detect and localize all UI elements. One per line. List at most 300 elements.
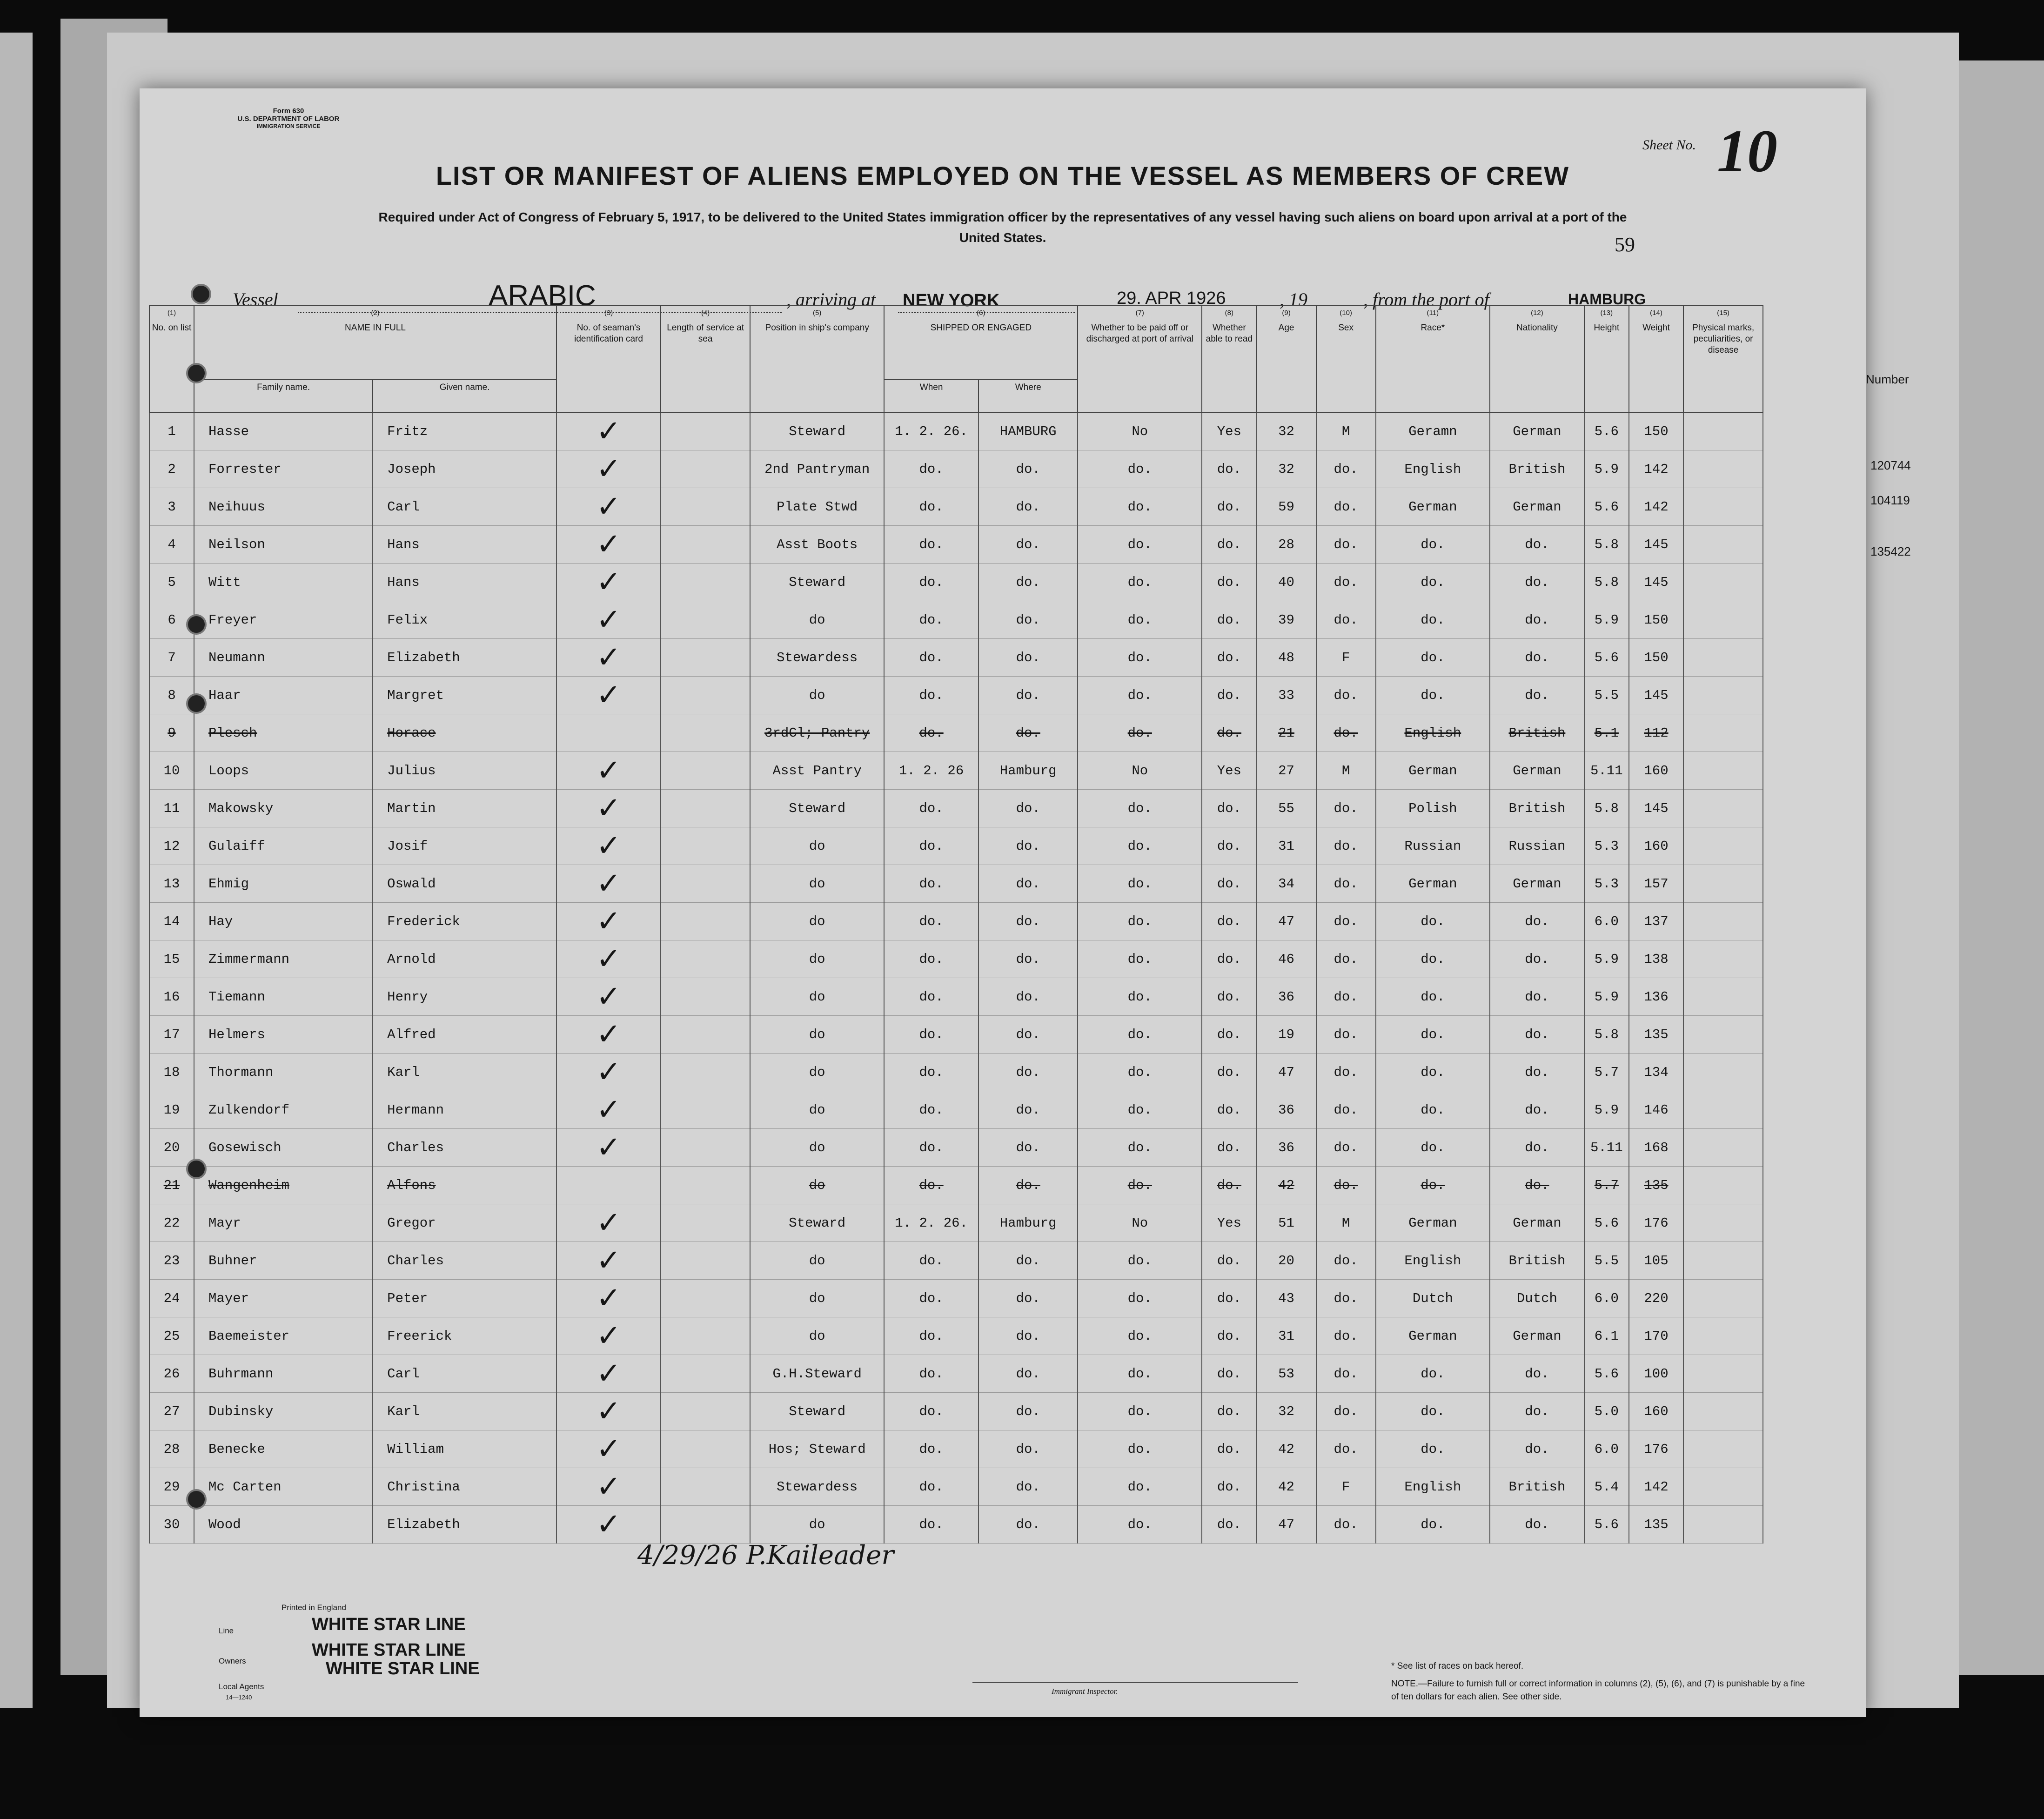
identification-check: ✓ xyxy=(556,1506,661,1544)
height: 5.9 xyxy=(1584,940,1629,978)
physical-marks xyxy=(1683,1430,1763,1468)
nationality: do. xyxy=(1490,1016,1584,1054)
nationality: do. xyxy=(1490,903,1584,940)
shipped-where: do. xyxy=(978,1317,1078,1355)
race: do. xyxy=(1376,1054,1490,1091)
shipped-when: do. xyxy=(884,677,978,714)
vessel-label: Vessel xyxy=(233,289,278,310)
shipped-where: do. xyxy=(978,1091,1078,1129)
col-race-header: (11) Race* xyxy=(1376,305,1490,412)
sex: do. xyxy=(1316,903,1376,940)
page-title: LIST OR MANIFEST OF ALIENS EMPLOYED ON THE VESSEL AS MEMBERS OF CREW xyxy=(436,161,1570,190)
identification-check: ✓ xyxy=(556,1317,661,1355)
age: 47 xyxy=(1257,903,1316,940)
paid-off: do. xyxy=(1078,1091,1202,1129)
agents-code: 14—1240 xyxy=(226,1694,252,1701)
paid-off: do. xyxy=(1078,1355,1202,1393)
physical-marks xyxy=(1683,1355,1763,1393)
punch-hole xyxy=(191,284,211,304)
owners-stamp: WHITE STAR LINE xyxy=(312,1640,466,1660)
given-name: Freerick xyxy=(373,1317,556,1355)
age: 31 xyxy=(1257,827,1316,865)
family-name: Loops xyxy=(194,752,373,790)
nationality: British xyxy=(1490,714,1584,752)
paid-off: do. xyxy=(1078,526,1202,564)
service-length xyxy=(661,790,750,827)
service-length xyxy=(661,1355,750,1393)
race: do. xyxy=(1376,677,1490,714)
row-number: 21 xyxy=(149,1167,194,1204)
table-row xyxy=(149,1242,1763,1280)
physical-marks xyxy=(1683,752,1763,790)
position: do xyxy=(750,1091,884,1129)
given-name: Charles xyxy=(373,1129,556,1167)
shipped-when: do. xyxy=(884,978,978,1016)
age: 48 xyxy=(1257,639,1316,677)
position: 3rdCl; Pantry xyxy=(750,714,884,752)
sheet-number: 10 xyxy=(1717,118,1777,185)
age: 31 xyxy=(1257,1317,1316,1355)
identification-check: ✓ xyxy=(556,639,661,677)
side-number: 135422 xyxy=(1870,544,1911,558)
physical-marks xyxy=(1683,412,1763,450)
height: 5.8 xyxy=(1584,790,1629,827)
age: 34 xyxy=(1257,865,1316,903)
height: 6.1 xyxy=(1584,1317,1629,1355)
identification-check: ✓ xyxy=(556,677,661,714)
given-name: Gregor xyxy=(373,1204,556,1242)
side-number: 104119 xyxy=(1870,493,1910,507)
able-to-read: do. xyxy=(1202,903,1256,940)
shipped-when: do. xyxy=(884,564,978,601)
weight: 145 xyxy=(1629,677,1683,714)
height: 5.6 xyxy=(1584,1355,1629,1393)
agents-label: Local Agents xyxy=(219,1682,264,1691)
race: do. xyxy=(1376,1355,1490,1393)
position: do xyxy=(750,1016,884,1054)
given-name: Charles xyxy=(373,1242,556,1280)
age: 32 xyxy=(1257,1393,1316,1430)
identification-check: ✓ xyxy=(556,1468,661,1506)
paid-off: do. xyxy=(1078,1167,1202,1204)
shipped-where: do. xyxy=(978,1506,1078,1544)
shipped-where: do. xyxy=(978,601,1078,639)
physical-marks xyxy=(1683,488,1763,526)
position: do xyxy=(750,1280,884,1317)
row-number: 16 xyxy=(149,978,194,1016)
service-length xyxy=(661,601,750,639)
age: 43 xyxy=(1257,1280,1316,1317)
arrival-port: NEW YORK xyxy=(903,291,1000,310)
shipped-when: do. xyxy=(884,1280,978,1317)
family-name: Witt xyxy=(194,564,373,601)
table-row xyxy=(149,1091,1763,1129)
paid-off: do. xyxy=(1078,601,1202,639)
race: do. xyxy=(1376,1506,1490,1544)
able-to-read: do. xyxy=(1202,677,1256,714)
age: 32 xyxy=(1257,412,1316,450)
shipped-when: do. xyxy=(884,450,978,488)
position: 2nd Pantryman xyxy=(750,450,884,488)
inspector-signature: 4/29/26 P.Kaileader xyxy=(637,1540,894,1571)
race: English xyxy=(1376,450,1490,488)
paid-off: do. xyxy=(1078,940,1202,978)
nationality: do. xyxy=(1490,564,1584,601)
given-name: Karl xyxy=(373,1393,556,1430)
able-to-read: do. xyxy=(1202,488,1256,526)
paid-off: do. xyxy=(1078,1506,1202,1544)
able-to-read: do. xyxy=(1202,978,1256,1016)
shipped-where: do. xyxy=(978,1242,1078,1280)
weight: 176 xyxy=(1629,1204,1683,1242)
row-number: 24 xyxy=(149,1280,194,1317)
shipped-where: HAMBURG xyxy=(978,412,1078,450)
able-to-read: do. xyxy=(1202,1317,1256,1355)
shipped-where: do. xyxy=(978,639,1078,677)
age: 27 xyxy=(1257,752,1316,790)
weight: 145 xyxy=(1629,564,1683,601)
given-name: Josif xyxy=(373,827,556,865)
col-age-header: (9) Age xyxy=(1257,305,1316,412)
physical-marks xyxy=(1683,1167,1763,1204)
paid-off: do. xyxy=(1078,714,1202,752)
identification-check: ✓ xyxy=(556,412,661,450)
paid-off: do. xyxy=(1078,903,1202,940)
race: Polish xyxy=(1376,790,1490,827)
weight: 135 xyxy=(1629,1167,1683,1204)
inspector-line xyxy=(972,1682,1298,1683)
race: do. xyxy=(1376,903,1490,940)
shipped-where: do. xyxy=(978,450,1078,488)
service-length xyxy=(661,978,750,1016)
age: 55 xyxy=(1257,790,1316,827)
shipped-when: do. xyxy=(884,903,978,940)
identification-check: ✓ xyxy=(556,865,661,903)
sex: do. xyxy=(1316,450,1376,488)
given-name: Peter xyxy=(373,1280,556,1317)
service-length xyxy=(661,564,750,601)
position: do xyxy=(750,677,884,714)
sex: M xyxy=(1316,1204,1376,1242)
given-name: Christina xyxy=(373,1468,556,1506)
family-name: Plesch xyxy=(194,714,373,752)
shipped-where: do. xyxy=(978,978,1078,1016)
table-row xyxy=(149,564,1763,601)
weight: 146 xyxy=(1629,1091,1683,1129)
service-length xyxy=(661,639,750,677)
shipped-when: 1. 2. 26 xyxy=(884,752,978,790)
family-name: Mc Carten xyxy=(194,1468,373,1506)
given-name: Hans xyxy=(373,564,556,601)
sex: do. xyxy=(1316,601,1376,639)
paid-off: do. xyxy=(1078,827,1202,865)
table-row xyxy=(149,639,1763,677)
physical-marks xyxy=(1683,1468,1763,1506)
position: do xyxy=(750,1506,884,1544)
position: Stewardess xyxy=(750,639,884,677)
weight: 134 xyxy=(1629,1054,1683,1091)
row-number: 7 xyxy=(149,639,194,677)
punch-hole xyxy=(186,363,207,383)
service-length xyxy=(661,1091,750,1129)
nationality: do. xyxy=(1490,677,1584,714)
age: 59 xyxy=(1257,488,1316,526)
paid-off: No xyxy=(1078,412,1202,450)
given-name: Carl xyxy=(373,1355,556,1393)
table-row xyxy=(149,601,1763,639)
table-row xyxy=(149,1129,1763,1167)
service-length xyxy=(661,1317,750,1355)
position: Asst Boots xyxy=(750,526,884,564)
shipped-when: do. xyxy=(884,1393,978,1430)
col-sex-header: (10) Sex xyxy=(1316,305,1376,412)
able-to-read: do. xyxy=(1202,1280,1256,1317)
shipped-when: do. xyxy=(884,714,978,752)
family-name: Haar xyxy=(194,677,373,714)
physical-marks xyxy=(1683,1280,1763,1317)
given-name: Joseph xyxy=(373,450,556,488)
race: do. xyxy=(1376,564,1490,601)
shipped-where: Hamburg xyxy=(978,752,1078,790)
identification-check: ✓ xyxy=(556,450,661,488)
shipped-when: do. xyxy=(884,1129,978,1167)
position: Stewardess xyxy=(750,1468,884,1506)
nationality: do. xyxy=(1490,940,1584,978)
nationality: German xyxy=(1490,865,1584,903)
position: Steward xyxy=(750,1393,884,1430)
shipped-when: do. xyxy=(884,488,978,526)
department: U.S. DEPARTMENT OF LABOR xyxy=(237,115,340,123)
row-number: 12 xyxy=(149,827,194,865)
service-length xyxy=(661,865,750,903)
table-row xyxy=(149,677,1763,714)
physical-marks xyxy=(1683,526,1763,564)
sex: F xyxy=(1316,1468,1376,1506)
weight: 145 xyxy=(1629,526,1683,564)
able-to-read: do. xyxy=(1202,564,1256,601)
position: do xyxy=(750,1317,884,1355)
shipped-where: do. xyxy=(978,827,1078,865)
race: German xyxy=(1376,865,1490,903)
shipped-when: do. xyxy=(884,865,978,903)
physical-marks xyxy=(1683,714,1763,752)
sex: do. xyxy=(1316,865,1376,903)
punch-hole xyxy=(186,1159,207,1179)
col-given-header: Given name. xyxy=(373,380,556,412)
printed-note: Printed in England xyxy=(281,1603,346,1612)
family-name: Dubinsky xyxy=(194,1393,373,1430)
height: 5.6 xyxy=(1584,639,1629,677)
col-nationality-header: (12) Nationality xyxy=(1490,305,1584,412)
from-label: , from the port of xyxy=(1363,289,1489,310)
shipped-where: do. xyxy=(978,1016,1078,1054)
age: 42 xyxy=(1257,1430,1316,1468)
family-name: Wood xyxy=(194,1506,373,1544)
row-number: 28 xyxy=(149,1430,194,1468)
crew-table-body xyxy=(149,412,1763,1544)
weight: 145 xyxy=(1629,790,1683,827)
form-number: Form 630 xyxy=(273,107,304,115)
weight: 160 xyxy=(1629,752,1683,790)
shipped-where: do. xyxy=(978,903,1078,940)
identification-check: ✓ xyxy=(556,488,661,526)
height: 5.9 xyxy=(1584,978,1629,1016)
race: English xyxy=(1376,714,1490,752)
able-to-read: do. xyxy=(1202,1167,1256,1204)
weight: 137 xyxy=(1629,903,1683,940)
shipped-when: 1. 2. 26. xyxy=(884,412,978,450)
physical-marks xyxy=(1683,1506,1763,1544)
table-row xyxy=(149,1204,1763,1242)
age: 47 xyxy=(1257,1506,1316,1544)
identification-check: ✓ xyxy=(556,940,661,978)
given-name: Martin xyxy=(373,790,556,827)
race: German xyxy=(1376,488,1490,526)
shipped-where: do. xyxy=(978,790,1078,827)
col-shipped-header: (6) SHIPPED OR ENGAGED xyxy=(884,305,1078,380)
shipped-where: do. xyxy=(978,1167,1078,1204)
sex: do. xyxy=(1316,1280,1376,1317)
table-row xyxy=(149,1054,1763,1091)
given-name: William xyxy=(373,1430,556,1468)
weight: 150 xyxy=(1629,412,1683,450)
height: 5.9 xyxy=(1584,450,1629,488)
age: 19 xyxy=(1257,1016,1316,1054)
physical-marks xyxy=(1683,1129,1763,1167)
able-to-read: do. xyxy=(1202,714,1256,752)
sex: M xyxy=(1316,412,1376,450)
col-card-header: (3) No. of seaman's identification card xyxy=(556,305,661,412)
physical-marks xyxy=(1683,1317,1763,1355)
able-to-read: Yes xyxy=(1202,1204,1256,1242)
paid-off: do. xyxy=(1078,1054,1202,1091)
sex: do. xyxy=(1316,714,1376,752)
shipped-where: do. xyxy=(978,526,1078,564)
identification-check: ✓ xyxy=(556,1016,661,1054)
race: English xyxy=(1376,1242,1490,1280)
crew-table-wrap xyxy=(149,305,1763,1589)
shipped-where: do. xyxy=(978,1054,1078,1091)
owners-label: Owners xyxy=(219,1657,246,1665)
able-to-read: do. xyxy=(1202,601,1256,639)
service-length xyxy=(661,1506,750,1544)
col-when-header: When xyxy=(884,380,978,412)
physical-marks xyxy=(1683,601,1763,639)
shipped-where: do. xyxy=(978,1280,1078,1317)
family-name: Freyer xyxy=(194,601,373,639)
fine-note: NOTE.—Failure to furnish full or correct information in columns (2), (5), (6), and (7) is punishable by a fine of ten dollars for each alien. See other side. xyxy=(1391,1679,1805,1702)
service-length xyxy=(661,1204,750,1242)
paid-off: do. xyxy=(1078,1393,1202,1430)
paid-off: do. xyxy=(1078,488,1202,526)
row-number: 5 xyxy=(149,564,194,601)
family-name: Buhrmann xyxy=(194,1355,373,1393)
weight: 136 xyxy=(1629,978,1683,1016)
arrival-date: 29. APR 1926 xyxy=(1117,289,1226,308)
sex: do. xyxy=(1316,1091,1376,1129)
weight: 170 xyxy=(1629,1317,1683,1355)
nationality: German xyxy=(1490,1204,1584,1242)
sex: do. xyxy=(1316,1242,1376,1280)
able-to-read: do. xyxy=(1202,1430,1256,1468)
race: do. xyxy=(1376,940,1490,978)
identification-check: ✓ xyxy=(556,1129,661,1167)
height: 6.0 xyxy=(1584,1280,1629,1317)
table-row xyxy=(149,940,1763,978)
year-label: , 19 xyxy=(1280,289,1307,310)
sex: do. xyxy=(1316,677,1376,714)
paid-off: do. xyxy=(1078,1129,1202,1167)
race: German xyxy=(1376,1317,1490,1355)
table-row xyxy=(149,978,1763,1016)
able-to-read: do. xyxy=(1202,1129,1256,1167)
physical-marks xyxy=(1683,1054,1763,1091)
identification-check: ✓ xyxy=(556,1204,661,1242)
physical-marks xyxy=(1683,865,1763,903)
race: Geramn xyxy=(1376,412,1490,450)
table-row xyxy=(149,526,1763,564)
line-stamp: WHITE STAR LINE xyxy=(312,1615,466,1634)
col-marks-header: (15) Physical marks, peculiarities, or disease xyxy=(1683,305,1763,412)
height: 5.8 xyxy=(1584,526,1629,564)
owners-stamp: WHITE STAR LINE xyxy=(326,1659,480,1678)
race-note: * See list of races on back hereof. xyxy=(1391,1661,1524,1671)
age: 40 xyxy=(1257,564,1316,601)
paid-off: do. xyxy=(1078,1430,1202,1468)
weight: 176 xyxy=(1629,1430,1683,1468)
service-length xyxy=(661,1242,750,1280)
service-length xyxy=(661,1430,750,1468)
shipped-when: do. xyxy=(884,601,978,639)
weight: 157 xyxy=(1629,865,1683,903)
nationality: German xyxy=(1490,1317,1584,1355)
row-number: 14 xyxy=(149,903,194,940)
service-length xyxy=(661,677,750,714)
given-name: Hans xyxy=(373,526,556,564)
family-name: Tiemann xyxy=(194,978,373,1016)
row-number: 3 xyxy=(149,488,194,526)
weight: 168 xyxy=(1629,1129,1683,1167)
sex: do. xyxy=(1316,1016,1376,1054)
position: do xyxy=(750,903,884,940)
vessel-name: ARABIC xyxy=(489,280,596,312)
service-length xyxy=(661,488,750,526)
height: 5.3 xyxy=(1584,865,1629,903)
given-name: Margret xyxy=(373,677,556,714)
position: do xyxy=(750,1242,884,1280)
col-height-header: (13) Height xyxy=(1584,305,1629,412)
table-row xyxy=(149,1430,1763,1468)
age: 36 xyxy=(1257,1129,1316,1167)
shipped-when: do. xyxy=(884,1091,978,1129)
able-to-read: do. xyxy=(1202,865,1256,903)
physical-marks xyxy=(1683,1204,1763,1242)
race: do. xyxy=(1376,639,1490,677)
service-length xyxy=(661,940,750,978)
height: 5.8 xyxy=(1584,564,1629,601)
age: 42 xyxy=(1257,1167,1316,1204)
departure-port: HAMBURG xyxy=(1568,291,1646,308)
physical-marks xyxy=(1683,1016,1763,1054)
shipped-where: do. xyxy=(978,940,1078,978)
given-name: Oswald xyxy=(373,865,556,903)
shipped-where: do. xyxy=(978,564,1078,601)
race: do. xyxy=(1376,1430,1490,1468)
age: 47 xyxy=(1257,1054,1316,1091)
nationality: German xyxy=(1490,752,1584,790)
height: 5.7 xyxy=(1584,1167,1629,1204)
service-length xyxy=(661,1129,750,1167)
